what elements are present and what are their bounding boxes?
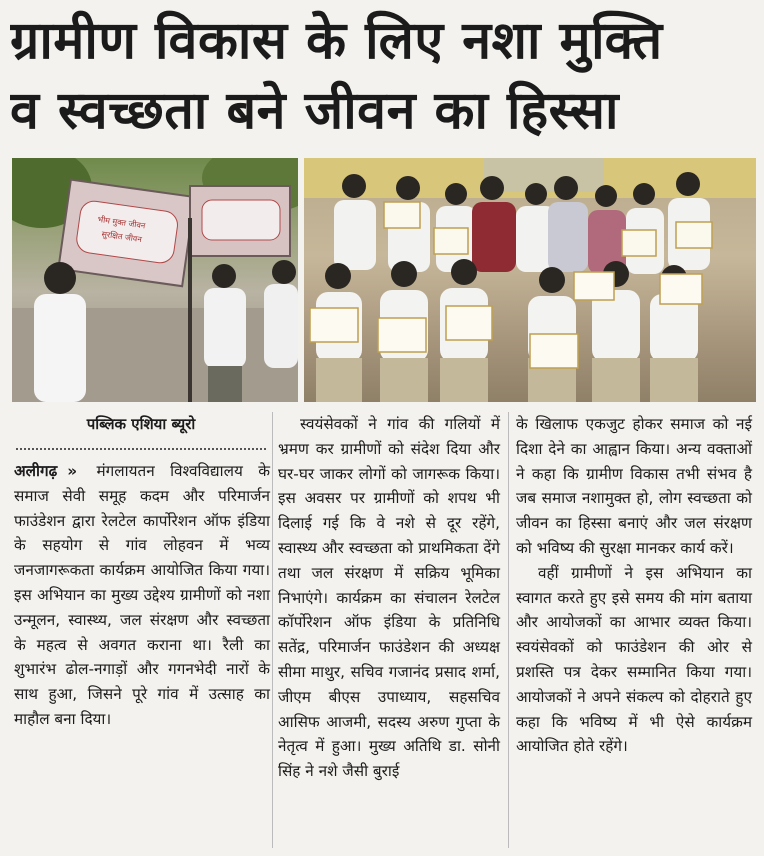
article-column-1 xyxy=(14,459,270,732)
rally-photo xyxy=(12,158,298,402)
banner-text-1: भीम मुक्त जीवन xyxy=(96,214,146,231)
headline-line-1: ग्रामीण विकास के लिए नशा मुक्ति xyxy=(10,11,663,71)
byline-divider xyxy=(16,448,266,450)
headline xyxy=(10,6,754,146)
group-certificate-photo xyxy=(304,158,756,402)
dateline-place: अलीगढ़ xyxy=(14,462,58,480)
article-column-3 xyxy=(516,412,752,759)
dateline-arrow: » xyxy=(67,462,78,480)
byline: पब्लिक एशिया ब्यूरो xyxy=(86,415,196,433)
column-1-text: मंगलायतन विश्वविद्यालय के समाज सेवी समूह कदम और परिमार्जन फाउंडेशन द्वारा रेलटेल कार्पोरेशन ऑफ इंडिया के सहयोग से गांव लोहवन में भव्य जनजागरूकता कार्यक्रम आयोजित किया गया। इस अभियान का मुख्य उद्देश्य ग्रामीणों को नशा उन्मूलन, स्वास्थ्य, जल संरक्षण और स्वच्छता के महत्व से अवगत कराना था। रैली का शुभारंभ ढोल-नगाड़ों और गगनभेदी नारों के साथ हुआ, जिसने पूरे गांव में उत्साह का माहौल बना दिया। xyxy=(14,462,270,728)
column-3-paragraph-1: के खिलाफ एकजुट होकर समाज को नई दिशा देने का आह्वान किया। अन्य वक्ताओं ने कहा कि ग्रामीण विकास तभी संभव है जब समाज नशामुक्त हो, लोग स्वच्छता को जीवन का हिस्सा बनाएं और जल संरक्षण को भविष्य की सुरक्षा मानकर कार्य करें। xyxy=(516,415,752,557)
banner-text-2: सुरक्षित जीवन xyxy=(100,229,143,245)
column-divider xyxy=(272,412,273,848)
headline-line-2: व स्वच्छता बने जीवन का हिस्सा xyxy=(10,81,619,141)
column-divider xyxy=(508,412,509,848)
column-3-paragraph-2: वहीं ग्रामीणों ने इस अभियान का स्वागत करते हुए इसे समय की मांग बताया और आयोजकों का आभार व्यक्त किया। स्वयंसेवकों को फाउंडेशन की ओर से प्रशस्ति पत्र देकर सम्मानित किया गया। आयोजकों ने अपने संकल्प को दोहराते हुए कहा कि भविष्य में भी ऐसे कार्यक्रम आयोजित होते रहेंगे। xyxy=(516,563,752,756)
column-2-text: स्वयंसेवकों ने गांव की गलियों में भ्रमण कर ग्रामीणों को संदेश दिया और घर-घर जाकर लोगों को जागरूक किया। इस अवसर पर ग्रामीणों को शपथ भी दिलाई गई कि वे नशे से दूर रहेंगे, स्वास्थ्य और स्वच्छता को प्राथमिकता देंगे तथा जल संरक्षण में सक्रिय भूमिका निभाएंगे। कार्यक्रम का संचालन रेलटेल कॉर्पोरेशन ऑफ इंडिया के प्रतिनिधि सतेंद्र, परिमार्जन फाउंडेशन की अध्यक्ष सीमा माथुर, सचिव गजानंद प्रसाद शर्मा, जीएम बीएस उपाध्याय, सहसचिव आसिफ आजमी, सदस्य अरुण गुप्ता के नेतृत्व में हुआ। मुख्य अतिथि डा. सोनी सिंह ने नशे जैसी बुराई xyxy=(278,415,500,781)
article-column-2 xyxy=(278,412,500,784)
